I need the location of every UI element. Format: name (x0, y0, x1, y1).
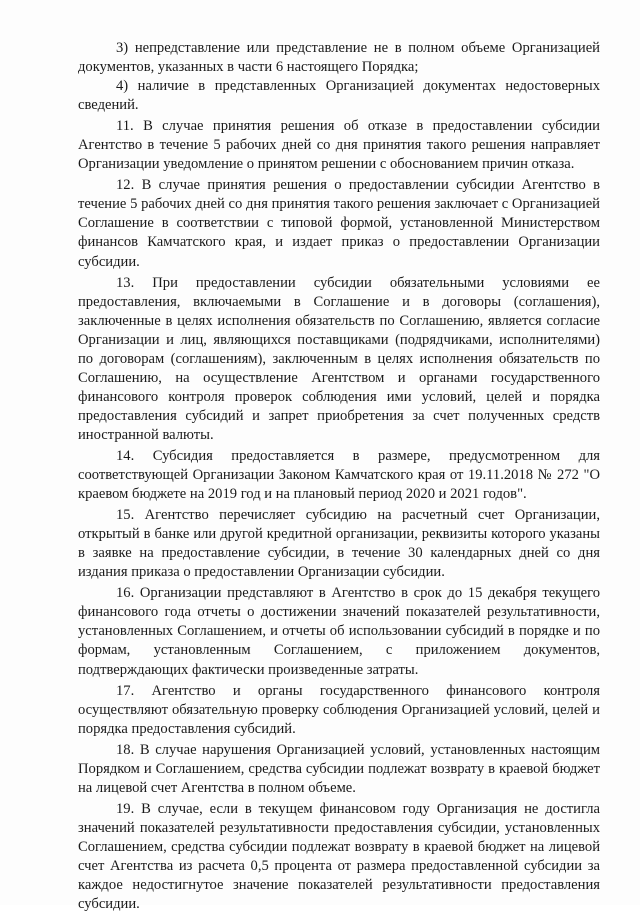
paragraph-13: 13. При предоставлении субсидии обязательными условиями ее предоставления, включаемыми в Соглашение и в договоры (соглашения), заключенные в целях исполнения обязательств по Соглашению, является согласие Организации и лиц, являющихся поставщиками (подрядчиками, исполнителями) по договорам (соглашениям), заключенным в целях исполнения обязательств по Соглашению, на осуществление Агентством и органами государственного финансового контроля проверок соблюдения ими условий, целей и порядка предоставления субсидий и запрет приобретения за счет полученных средств иностранной валюты. (78, 274, 600, 443)
document-body (78, 39, 600, 914)
paragraph-12: 12. В случае принятия решения о предоставлении субсидии Агентство в течение 5 рабочих дней со дня принятия такого решения заключает с Организацией Соглашение в соответствии с типовой формой, установленной Министерством финансов Камчатского края, и издает приказ о предоставлении Организации субсидии. (78, 177, 600, 270)
paragraph-item-4: 4) наличие в представленных Организацией документах недостоверных сведений. (78, 78, 600, 114)
paragraph-15: 15. Агентство перечисляет субсидию на расчетный счет Организации, открытый в банке или другой кредитной организации, реквизиты которого указаны в заявке на предоставление субсидии, в течение 30 календарных дней со дня издания приказа о предоставлении Организации субсидии. (78, 507, 600, 581)
paragraph-18: 18. В случае нарушения Организацией условий, установленных настоящим Порядком и Соглашением, средства субсидии подлежат возврату в краевой бюджет на лицевой счет Агентства в полном объеме. (78, 741, 600, 796)
paragraph-17: 17. Агентство и органы государственного финансового контроля осуществляют обязательную проверку соблюдения Организацией условий, целей и порядка предоставления субсидий. (78, 682, 600, 737)
paragraph-11: 11. В случае принятия решения об отказе в предоставлении субсидии Агентство в течение 5 рабочих дней со дня принятия такого решения направляет Организации уведомление о принятом решении с обоснованием причин отказа. (78, 118, 600, 173)
paragraph-item-3: 3) непредставление или представление не в полном объеме Организацией документов, указанных в части 6 настоящего Порядка; (78, 40, 600, 76)
paragraph-14: 14. Субсидия предоставляется в размере, предусмотренном для соответствующей Организации Законом Камчатского края от 19.11.2018 № 272 "О краевом бюджете на 2019 год и на плановый период 2020 и 2021 годов". (78, 447, 600, 503)
paragraph-19: 19. В случае, если в текущем финансовом году Организация не достигла значений показателей результативности предоставления субсидии, установленных Соглашением, средства субсидии подлежат возврату в краевой бюджет на лицевой счет Агентства из расчета 0,5 процента от размера предоставленной субсидии за каждое недостигнутое значение показателей результативности предоставления субсидии. (78, 800, 600, 913)
paragraph-16: 16. Организации представляют в Агентство в срок до 15 декабря текущего финансового года отчеты о достижении значений показателей результативности, установленных Соглашением, и отчеты об использовании субсидий в порядке и по формам, установленным Соглашением, с приложением документов, подтверждающих фактически произведенные затраты. (78, 585, 600, 678)
